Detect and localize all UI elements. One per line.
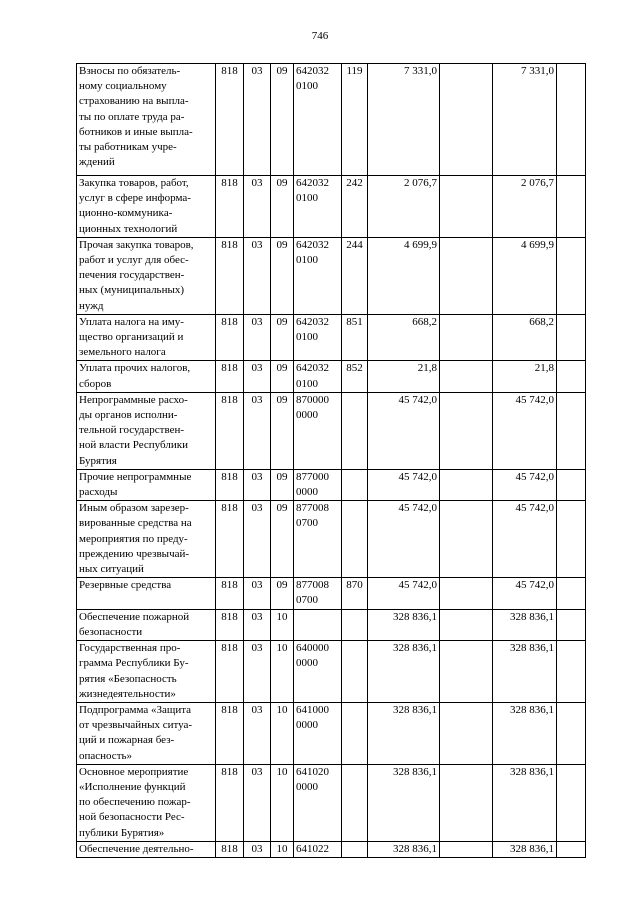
row-expense-type [342,501,368,578]
row-name: Подпрограмма «Защита от чрезвычайных ситуа- ций и пожарная без- опасность» [77,702,216,764]
table-row [77,469,586,500]
row-amount-2 [440,469,493,500]
row-amount-4 [557,314,586,361]
target-article-part-1: 641020 [296,765,329,778]
row-amount-3: 2 076,7 [493,176,557,238]
row-code: 818 [216,641,244,703]
row-subsection: 09 [271,392,294,469]
row-name: Основное мероприятие «Исполнение функций по обеспечению пожар- ной безопасности Рес- публики Бурятия» [77,764,216,841]
row-code: 818 [216,841,244,857]
row-expense-type [342,764,368,841]
row-expense-type [342,702,368,764]
row-name: Непрограммные расхо- ды органов исполни- тельной государствен- ной власти Республики Бурятия [77,392,216,469]
row-name: Обеспечение пожарной безопасности [77,609,216,640]
row-amount-3: 45 742,0 [493,578,557,609]
row-section: 03 [244,764,271,841]
row-amount-4 [557,64,586,176]
target-article-part-1: 641000 [296,703,329,716]
row-target-article [294,501,342,578]
row-amount-3: 328 836,1 [493,702,557,764]
row-amount-1: 328 836,1 [368,841,440,857]
row-code: 818 [216,578,244,609]
row-code: 818 [216,314,244,361]
budget-table [76,63,586,858]
row-amount-3: 4 699,9 [493,237,557,314]
row-amount-4 [557,841,586,857]
table-row [77,64,586,176]
row-amount-2 [440,609,493,640]
row-amount-1: 45 742,0 [368,501,440,578]
table-row [77,237,586,314]
table-row [77,764,586,841]
row-amount-1: 45 742,0 [368,469,440,500]
row-name: Обеспечение деятельно- [77,841,216,857]
table-row [77,578,586,609]
row-name: Закупка товаров, работ, услуг в сфере информа- ционно-коммуникa- ционных технологий [77,176,216,238]
row-subsection: 09 [271,469,294,500]
row-section: 03 [244,578,271,609]
target-article-part-2: 0100 [296,331,318,344]
target-article-part-1: 870000 [296,393,329,406]
row-amount-1: 2 076,7 [368,176,440,238]
target-article-part-1: 877008 [296,502,329,515]
row-name: Прочие непрограммные расходы [77,469,216,500]
row-code: 818 [216,764,244,841]
row-expense-type: 870 [342,578,368,609]
row-amount-1: 45 742,0 [368,578,440,609]
target-article-part-1: 640000 [296,642,329,655]
row-amount-1: 328 836,1 [368,609,440,640]
row-section: 03 [244,237,271,314]
row-amount-4 [557,176,586,238]
table-row [77,314,586,361]
row-amount-2 [440,176,493,238]
target-article-part-2: 0100 [296,254,318,267]
row-amount-2 [440,641,493,703]
row-target-article [294,578,342,609]
row-subsection: 09 [271,176,294,238]
row-amount-1: 668,2 [368,314,440,361]
table-row [77,841,586,857]
row-section: 03 [244,392,271,469]
page-number: 746 [311,30,329,42]
row-expense-type [342,392,368,469]
row-target-article [294,641,342,703]
row-target-article [294,392,342,469]
row-amount-2 [440,841,493,857]
row-name: Уплата прочих налогов, сборов [77,361,216,392]
row-target-article [294,64,342,176]
row-target-article [294,361,342,392]
target-article-part-2: 0100 [296,377,318,390]
row-code: 818 [216,176,244,238]
row-expense-type [342,469,368,500]
row-code: 818 [216,702,244,764]
row-amount-3: 328 836,1 [493,764,557,841]
row-amount-1: 4 699,9 [368,237,440,314]
row-section: 03 [244,361,271,392]
row-amount-1: 328 836,1 [368,764,440,841]
row-target-article [294,314,342,361]
target-article-part-2: 0700 [296,594,318,607]
row-expense-type: 119 [342,64,368,176]
target-article-part-2: 0000 [296,486,318,499]
row-amount-3: 45 742,0 [493,469,557,500]
row-code: 818 [216,361,244,392]
row-amount-1: 45 742,0 [368,392,440,469]
row-amount-4 [557,764,586,841]
row-section: 03 [244,176,271,238]
row-amount-2 [440,392,493,469]
row-amount-1: 21,8 [368,361,440,392]
row-expense-type [342,609,368,640]
row-subsection: 09 [271,237,294,314]
row-name: Уплата налога на иму- щество организаций и земельного налога [77,314,216,361]
row-target-article [294,176,342,238]
row-code: 818 [216,392,244,469]
row-subsection: 10 [271,702,294,764]
row-subsection: 10 [271,641,294,703]
row-subsection: 09 [271,361,294,392]
row-code: 818 [216,469,244,500]
table-row [77,176,586,238]
row-amount-3: 45 742,0 [493,501,557,578]
row-subsection: 10 [271,609,294,640]
row-name: Прочая закупка товаров, работ и услуг для обес- печения государствен- ных (муниципальных) нужд [77,237,216,314]
table-row [77,392,586,469]
target-article-part-2: 0100 [296,80,318,93]
row-code: 818 [216,501,244,578]
row-amount-2 [440,578,493,609]
row-subsection: 10 [271,764,294,841]
row-expense-type [342,641,368,703]
row-amount-4 [557,702,586,764]
row-amount-2 [440,314,493,361]
target-article-part-2: 0000 [296,780,318,793]
row-target-article [294,764,342,841]
target-article-part-1: 642032 [296,315,329,328]
row-amount-2 [440,237,493,314]
row-amount-3: 7 331,0 [493,64,557,176]
row-code: 818 [216,237,244,314]
row-amount-3: 328 836,1 [493,641,557,703]
target-article-part-2: 0000 [296,719,318,732]
table-row [77,609,586,640]
row-amount-4 [557,501,586,578]
row-amount-3: 328 836,1 [493,609,557,640]
row-section: 03 [244,501,271,578]
row-amount-2 [440,702,493,764]
target-article-part-2: 0100 [296,192,318,205]
row-name: Государственная про- грамма Республики Бу- рятия «Безопасность жизнедеятельности» [77,641,216,703]
row-section: 03 [244,609,271,640]
row-amount-1: 328 836,1 [368,641,440,703]
table-row [77,361,586,392]
row-subsection: 09 [271,501,294,578]
row-amount-2 [440,64,493,176]
target-article-part-1: 641022 [296,842,329,855]
row-section: 03 [244,702,271,764]
row-section: 03 [244,314,271,361]
table-row [77,702,586,764]
row-target-article [294,609,342,640]
row-amount-3: 668,2 [493,314,557,361]
row-subsection: 09 [271,578,294,609]
table-row [77,641,586,703]
table-row [77,501,586,578]
row-section: 03 [244,469,271,500]
target-article-part-2: 0000 [296,657,318,670]
target-article-part-1: 877000 [296,470,329,483]
row-expense-type [342,841,368,857]
row-section: 03 [244,841,271,857]
row-expense-type: 852 [342,361,368,392]
target-article-part-2: 0700 [296,517,318,530]
row-amount-4 [557,392,586,469]
row-expense-type: 851 [342,314,368,361]
row-target-article [294,469,342,500]
row-amount-4 [557,469,586,500]
row-subsection: 10 [271,841,294,857]
target-article-part-1: 642032 [296,65,329,77]
table-body [77,64,586,858]
row-expense-type: 242 [342,176,368,238]
row-amount-2 [440,764,493,841]
row-amount-4 [557,578,586,609]
row-amount-3: 328 836,1 [493,841,557,857]
row-target-article [294,702,342,764]
row-amount-4 [557,609,586,640]
row-subsection: 09 [271,314,294,361]
row-name: Иным образом зарезер- вированные средства на мероприятия по преду- преждению чрезвычай- ных ситуаций [77,501,216,578]
row-name: Резервные средства [77,578,216,609]
row-target-article [294,841,342,857]
row-amount-4 [557,237,586,314]
target-article-part-1: 877008 [296,579,329,592]
row-amount-2 [440,501,493,578]
row-amount-4 [557,361,586,392]
target-article-part-1: 642032 [296,177,329,189]
row-subsection: 09 [271,64,294,176]
row-expense-type: 244 [342,237,368,314]
target-article-part-2: 0000 [296,409,318,422]
row-code: 818 [216,64,244,176]
row-section: 03 [244,64,271,176]
row-amount-1: 328 836,1 [368,702,440,764]
target-article-part-1: 642032 [296,238,329,251]
row-amount-3: 21,8 [493,361,557,392]
target-article-part-1: 642032 [296,362,329,375]
row-amount-2 [440,361,493,392]
row-name: Взносы по обязатель- ному социальному страхованию на выпла- ты по оплате труда ра- ботников и иные выпла- ты работникам учре- ждений [77,64,216,176]
row-amount-1: 7 331,0 [368,64,440,176]
row-amount-4 [557,641,586,703]
row-code: 818 [216,609,244,640]
row-target-article [294,237,342,314]
row-section: 03 [244,641,271,703]
row-amount-3: 45 742,0 [493,392,557,469]
